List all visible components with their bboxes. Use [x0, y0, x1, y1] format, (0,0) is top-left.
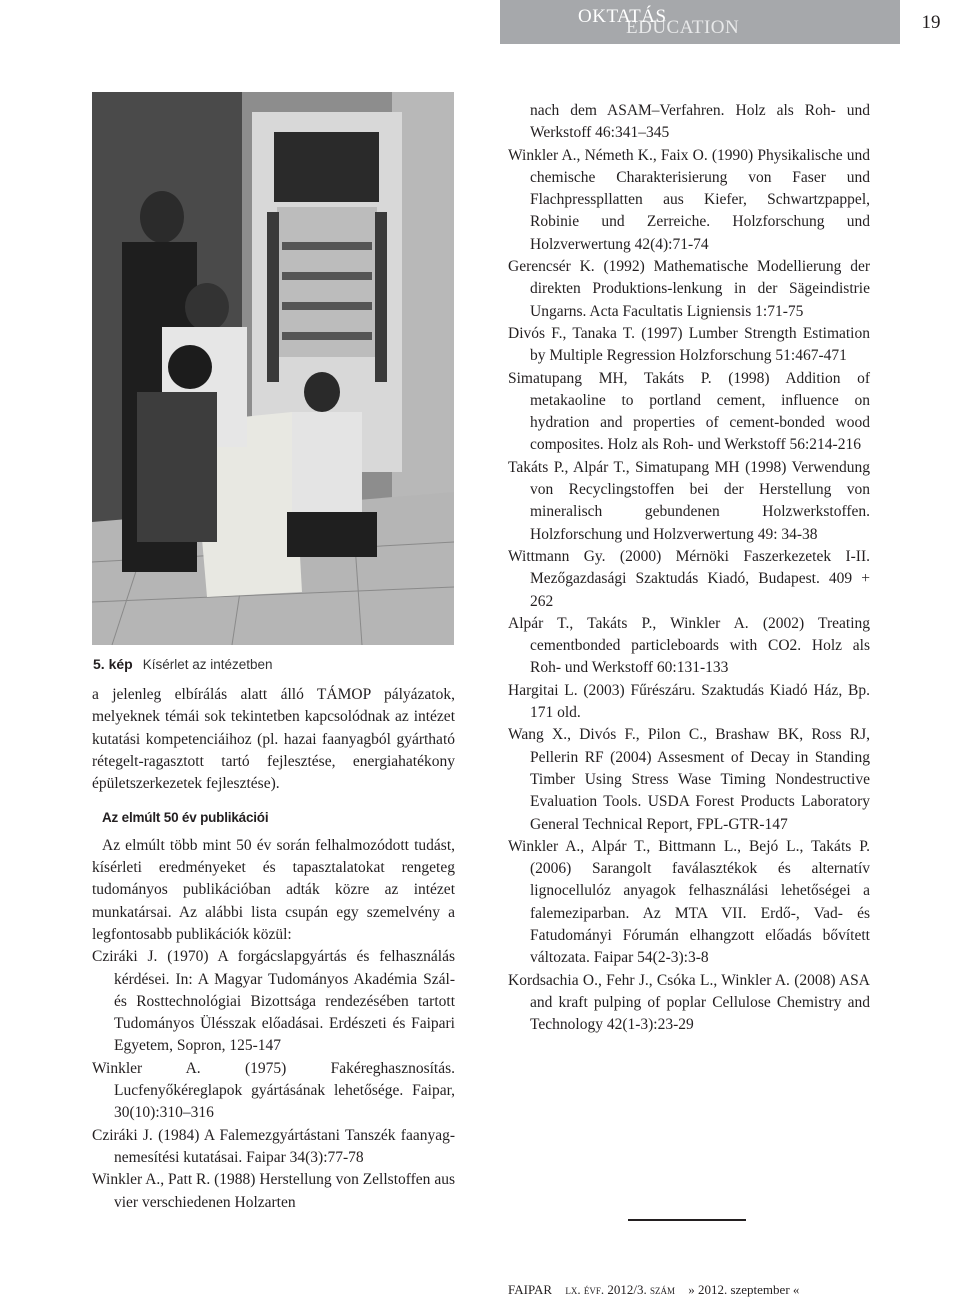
figure-caption: [93, 656, 273, 674]
footer-date: » 2012. szeptember «: [688, 1282, 800, 1297]
right-column: [508, 100, 870, 1036]
reference-item: Divós F., Tanaka T. (1997) Lumber Strength Estimation by Multiple Regression Holzforschung 51:467-471: [508, 324, 870, 365]
reference-item: Winkler A., Patt R. (1988) Herstellung von Zellstoffen aus vier verschiedenen Holzarten: [92, 1171, 455, 1211]
body-paragraph: Az elmúlt több mint 50 év során felhalmozódott tudást, kísérleti eredményeket és tapasztalatokat rengeteg tudományos publikációban adták közre az intézet munkatársai. Az alábbi lista csupán egy szemelvény a legfontosabb publikációk közül:: [92, 836, 455, 943]
reference-item: Wittmann Gy. (2000) Mérnöki Faszerkezetek I-II. Mezőgazdasági Szaktudás Kiadó, Budapest. 409 + 262: [508, 547, 870, 610]
reference-item: Cziráki J. (1984) A Falemezgyártástani Tanszék faanyag-nemesítési kutatásai. Faipar 34(3):77-78: [92, 1126, 455, 1166]
reference-continuation: nach dem ASAM–Verfahren. Holz als Roh- und Werkstoff 46:341–345: [530, 102, 870, 142]
intro-paragraph: a jelenleg elbírálás alatt álló TÁMOP pályázatok, melyeknek témái sok tekintetben kapcsolódnak az intézet kutatási kompetenciáihoz (pl. hazai faanyagból gyártható rétegelt-ragasztott tartó fejlesztése, energiahatékony épületszerkezetek fejlesztése).: [92, 686, 455, 793]
footer: [508, 1282, 809, 1298]
reference-item: Winkler A., Alpár T., Bittmann L., Bejó L., Takáts P. (2006) Sarangolt faválasztékok és alternatív lignocellulóz anyagok felhasználási lehetőségei a falemeziparban. Az MTA VII. Erdő-, Vad- és Fatudományi Fórumán elhangzott előadás bővített változata. Faipar 54(2-3):3-8: [508, 837, 870, 967]
reference-item: Takáts P., Alpár T., Simatupang MH (1998) Verwendung von Recyclingstoffen bei der Herstellung von mineralisch gebundenen Holzwerkstoffen. Holzforschung und Holzverwertung 49: 34-38: [508, 458, 870, 543]
footer-volume: lx. évf. 2012/3. szám: [565, 1282, 675, 1297]
reference-item: Wang X., Divós F., Pilon C., Brashaw BK, Ross RJ, Pellerin RF (2004) Assesment of Decay in Standing Timber Using Stress Wase Timing Nondestructive Evaluation Tools. USDA Forest Products Laboratory General Technical Report, FPL-GTR-147: [508, 726, 870, 833]
reference-item: Cziráki J. (1970) A forgácslapgyártás és felhasználás kérdései. In: A Magyar Tudományos Akadémia Szál- és Rosttechnológiai Bizottsága rendezésében tartott Tudományos Ülésszak előadásai. Erdészeti és Faipari Egyetem, Sopron, 125-147: [92, 948, 455, 1055]
figure-caption-text: Kísérlet az intézetben: [142, 657, 273, 672]
figure-photo: [92, 92, 454, 645]
reference-item: Gerencsér K. (1992) Mathematische Modellierung der direkten Produktions-lenkung in der Sägeindistrie Ungarns. Acta Facultatis Ligniensis 1:71-75: [508, 258, 870, 320]
section-title-hu: OKTATÁS: [578, 6, 667, 27]
page-number: 19: [921, 12, 941, 33]
section-heading: Az elmúlt 50 év publikációi: [102, 810, 269, 826]
section-title-en: EDUCATION: [626, 17, 740, 38]
reference-item: Alpár T., Takáts P., Winkler A. (2002) Treating cementbonded particleboards with CO2. Holz als Roh- und Werkstoff 60:131-133: [508, 614, 870, 677]
footer-journal: FAIPAR: [508, 1282, 553, 1297]
end-rule: [628, 1219, 746, 1221]
reference-item: Hargitai L. (2003) Fűrészáru. Szaktudás Kiadó Ház, Bp. 171 old.: [508, 681, 870, 722]
reference-item: Kordsachia O., Fehr J., Csóka L., Winkler A. (2008) ASA and kraft pulping of poplar Cellulose Chemistry and Technology 42(1-3):23-29: [508, 971, 870, 1034]
left-column: [92, 684, 455, 1214]
reference-item: Simatupang MH, Takáts P. (1998) Addition of metakaoline to portland cement, influence on hydration and properties of cement-bonded wood composites. Holz als Roh- und Werkstoff 56:214-216: [508, 369, 870, 454]
reference-item: Winkler A., Németh K., Faix O. (1990) Physikalische und chemische Charakterisierung von Faser und Flachpresspllatten aus Kiefer, Schwartzpappel, Robinie und Zerreiche. Holzforschung und Holzverwertung 42(4):71-74: [508, 146, 870, 253]
figure-label: 5. kép: [93, 656, 133, 672]
reference-item: Winkler A. (1975) Fakéreghasznosítás. Lucfenyőkéreglapok gyártásának lehetősége. Faipar, 30(10):310–316: [92, 1059, 455, 1122]
